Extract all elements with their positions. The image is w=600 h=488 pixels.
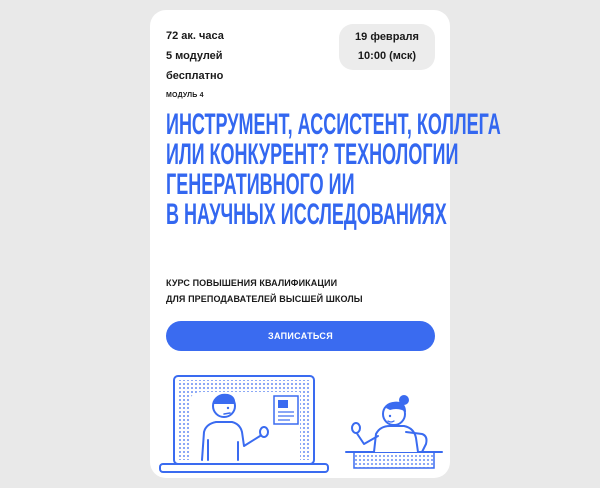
course-title-line: ИЛИ КОНКУРЕНТ? ТЕХНОЛОГИИ <box>166 138 459 171</box>
date-badge <box>339 24 435 70</box>
course-hours: 72 ак. часа <box>166 30 224 42</box>
date-day: 19 февраля <box>355 31 419 43</box>
course-card <box>150 10 501 478</box>
course-meta <box>166 26 224 86</box>
course-title <box>166 108 501 231</box>
course-modules: 5 модулей <box>166 50 223 62</box>
course-title-line: ИНСТРУМЕНТ, АССИСТЕНТ, КОЛЛЕГА <box>166 108 501 141</box>
subtitle-line: ДЛЯ ПРЕПОДАВАТЕЛЕЙ ВЫСШЕЙ ШКОЛЫ <box>166 294 363 304</box>
date-time: 10:00 (мск) <box>357 50 417 62</box>
course-illustration <box>150 362 450 478</box>
course-title-line: ГЕНЕРАТИВНОГО ИИ <box>166 168 355 201</box>
course-price: бесплатно <box>166 70 224 82</box>
enroll-button[interactable]: ЗАПИСАТЬСЯ <box>166 321 435 351</box>
module-label: МОДУЛЬ 4 <box>166 92 204 99</box>
course-title-line: В НАУЧНЫХ ИССЛЕДОВАНИЯХ <box>166 198 447 231</box>
subtitle-line: КУРС ПОВЫШЕНИЯ КВАЛИФИКАЦИИ <box>166 278 338 288</box>
woman-waving-at-desk-icon <box>346 395 442 468</box>
course-subtitle <box>166 275 363 307</box>
laptop-with-presenter-icon <box>160 376 328 472</box>
